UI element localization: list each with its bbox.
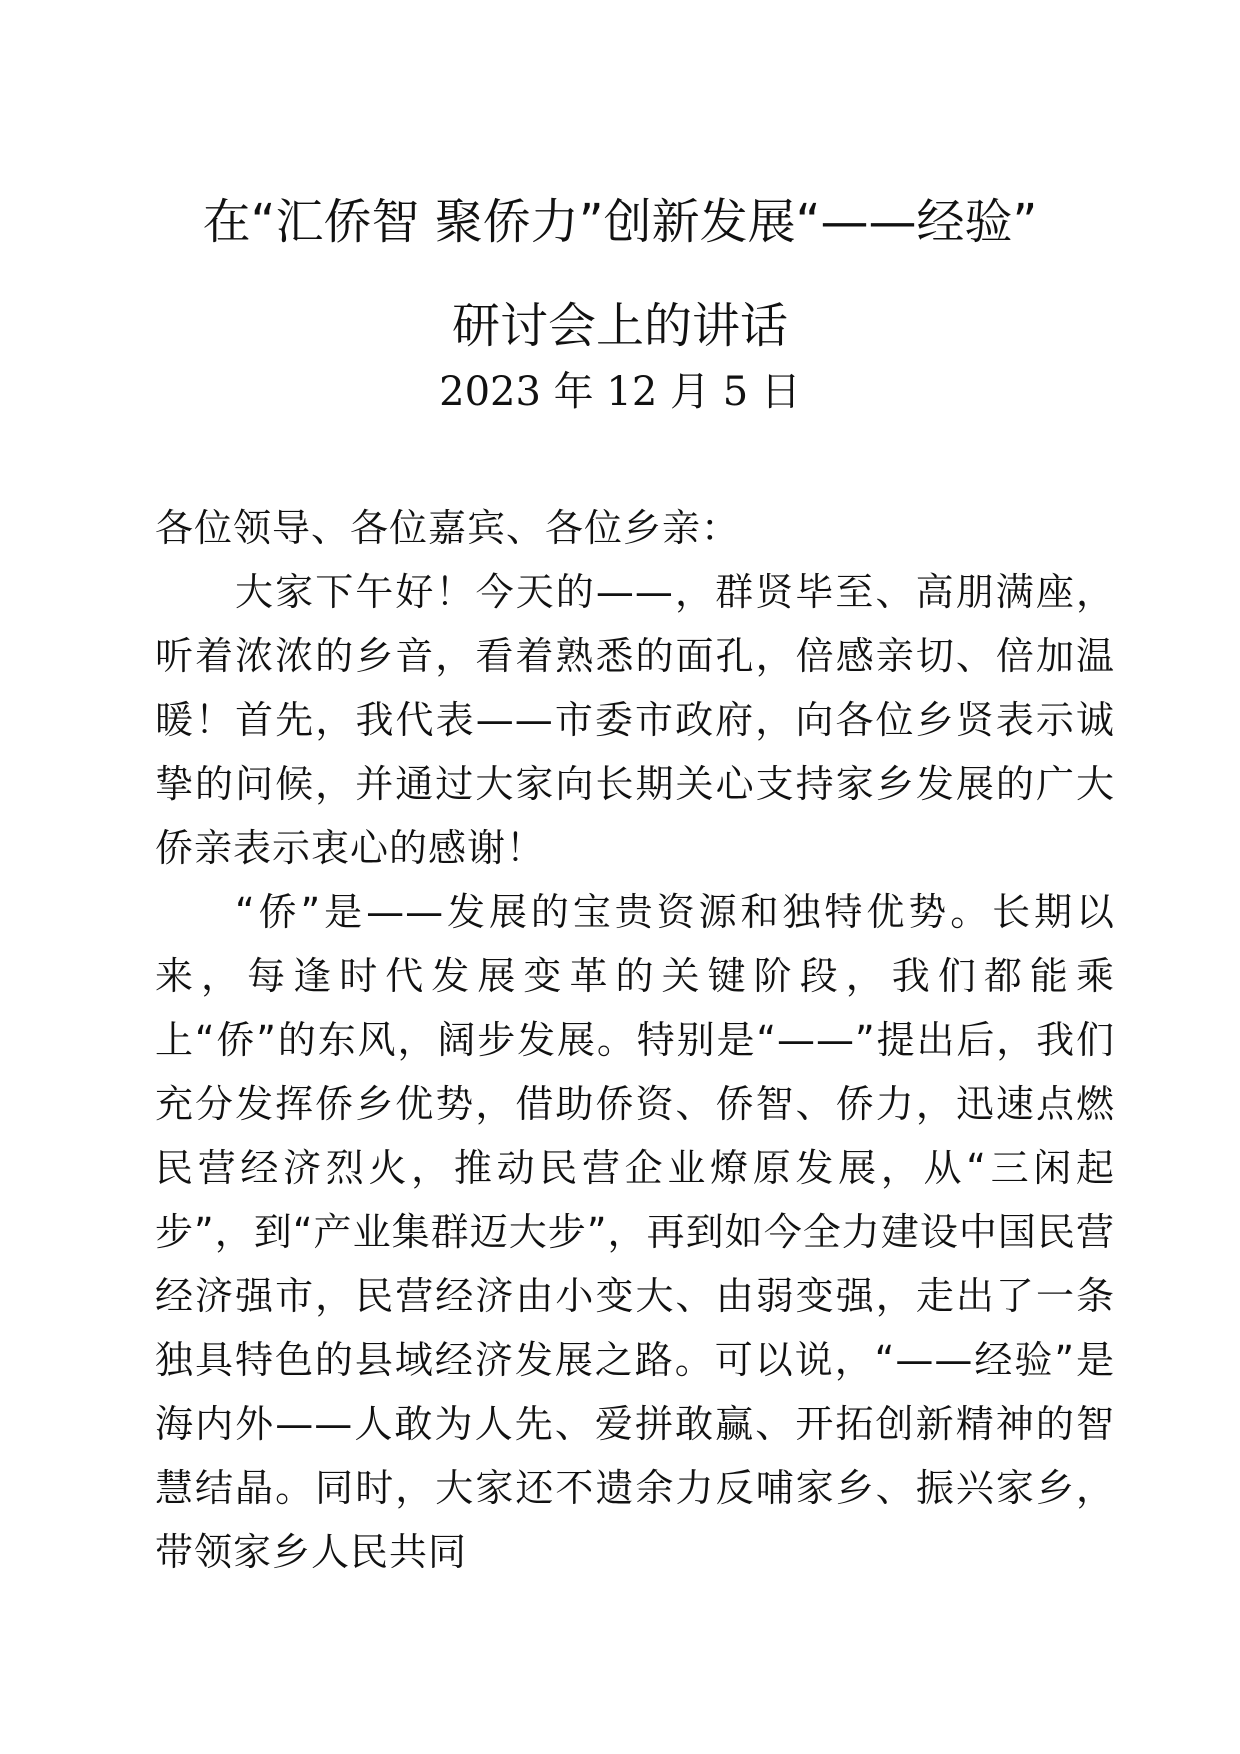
title-line-2: 研讨会上的讲话: [451, 298, 788, 354]
title-line-1: 在“汇侨智 聚侨力”创新发展“——经验”: [202, 194, 1038, 250]
document-date: 2023 年 12 月 5 日: [439, 369, 801, 415]
salutation: 各位领导、各位嘉宾、各位乡亲：: [155, 506, 741, 550]
paragraph-2: “侨”是——发展的宝贵资源和独特优势。长期以来，每逢时代发展变革的关键阶段，我们都能乘上“侨”的东风，阔步发展。特别是“——”提出后，我们充分发挥侨乡优势，借助侨资、侨智、侨力，迅速点燃民营经济烈火，推动民营企业燎原发展，从“三闲起步”，到“产业集群迈大步”，再到如今全力建设中国民营经济强市，民营经济由小变大、由弱变强，走出了一条独具特色的县域经济发展之路。可以说，“——经验”是海内外——人敢为人先、爱拼敢赢、开拓创新精神的智慧结晶。同时，大家还不遗余力反哺家乡、振兴家乡，带领家乡人民共同: [155, 890, 1115, 1574]
document-body: [155, 496, 1115, 1584]
document-title: [130, 170, 1110, 378]
paragraph-1: 大家下午好！今天的——，群贤毕至、高朋满座，听着浓浓的乡音，看着熟悉的面孔，倍感亲切、倍加温暖！首先，我代表——市委市政府，向各位乡贤表示诚挚的问候，并通过大家向长期关心支持家乡发展的广大侨亲表示衷心的感谢！: [155, 570, 1115, 870]
